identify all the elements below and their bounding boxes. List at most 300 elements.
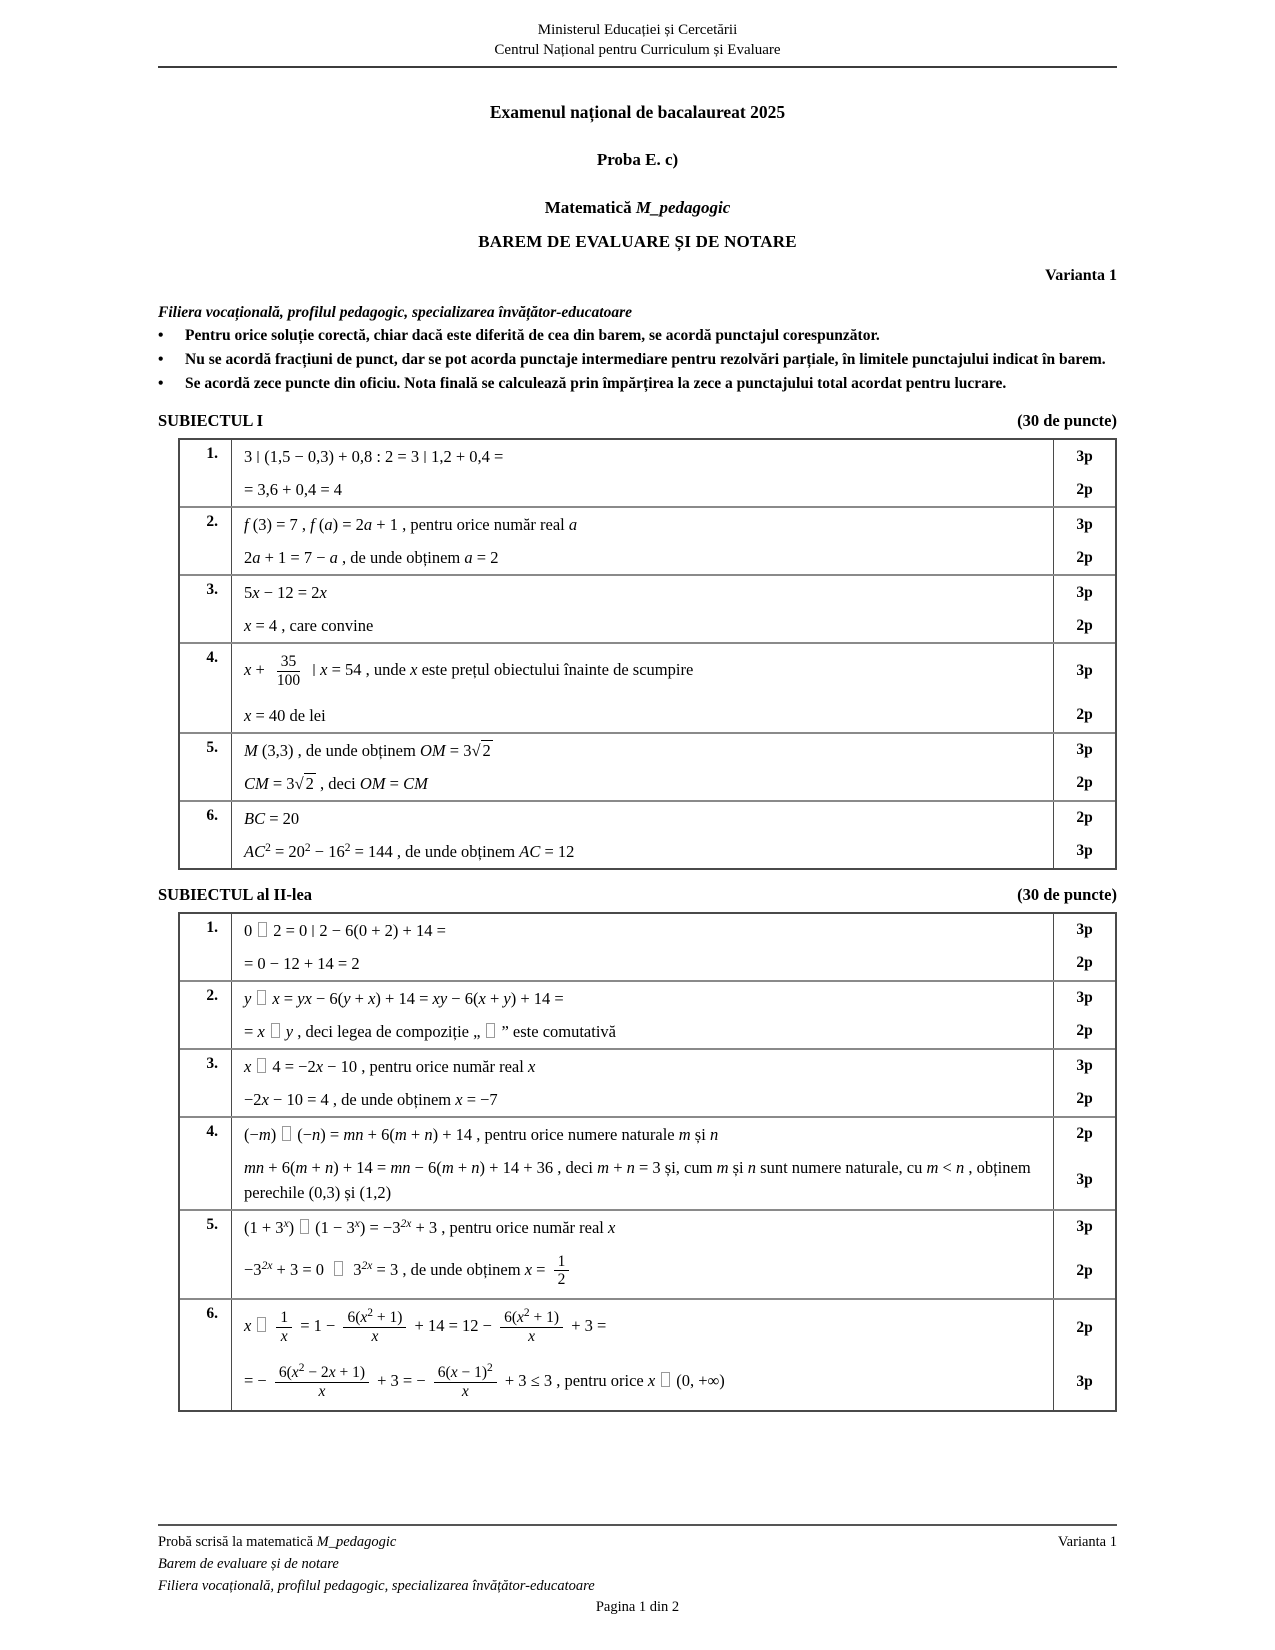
row-number: 4. bbox=[180, 1118, 232, 1209]
solution-line bbox=[232, 1211, 1053, 1244]
denominator bbox=[524, 1328, 539, 1346]
multiplication-tick-icon bbox=[257, 451, 259, 463]
missing-glyph-box-icon bbox=[282, 1126, 291, 1141]
math-text: = 54 , unde bbox=[327, 660, 411, 680]
math-text: + bbox=[406, 1124, 425, 1144]
points-cell: 2p bbox=[1053, 473, 1115, 506]
math-variable: mn bbox=[343, 1124, 364, 1144]
math-variable: x bbox=[257, 1021, 265, 1041]
math-variable: x bbox=[272, 988, 280, 1008]
missing-glyph-box-icon bbox=[486, 1023, 495, 1038]
row-number: 3. bbox=[180, 576, 232, 642]
math-variable: x bbox=[461, 1382, 469, 1400]
math-variable: M bbox=[244, 740, 258, 760]
math-text: (− bbox=[297, 1124, 313, 1144]
math-text: + 1 , pentru orice număr real bbox=[372, 515, 569, 534]
solution-line bbox=[232, 734, 1053, 767]
math-variable: x bbox=[318, 1382, 326, 1400]
solution-line bbox=[232, 1015, 1053, 1048]
math-variable: x bbox=[527, 1056, 536, 1076]
math-text: = bbox=[385, 773, 404, 793]
math-text: − 6( bbox=[410, 1157, 442, 1177]
missing-glyph-box-icon bbox=[257, 1317, 266, 1332]
math-text: , de unde obținem bbox=[337, 548, 465, 567]
math-text: − 12 = 2 bbox=[259, 583, 320, 602]
math-text: 100 bbox=[276, 671, 301, 689]
exam-title: Examenul național de bacalaureat 2025 bbox=[489, 102, 786, 122]
math-superscript: 2 bbox=[523, 1307, 530, 1320]
missing-glyph-box-icon bbox=[661, 1372, 670, 1387]
math-text: ) bbox=[270, 1124, 277, 1144]
missing-glyph-box-icon bbox=[258, 922, 267, 937]
subject2-table bbox=[178, 912, 1117, 1412]
math-text: − 6( bbox=[447, 988, 479, 1008]
math-variable: y bbox=[244, 988, 252, 1008]
row-number: 1. bbox=[180, 440, 232, 506]
math-text: , obținem perechile (0,3) și (1,2) bbox=[244, 1157, 1031, 1202]
multiplication-tick-icon bbox=[313, 664, 315, 676]
multiplication-tick-icon bbox=[312, 925, 314, 937]
denominator bbox=[273, 672, 304, 690]
points-cell: 3p bbox=[1053, 576, 1115, 609]
math-text: = 4 , care convine bbox=[251, 616, 374, 635]
math-variable: f bbox=[244, 515, 249, 534]
math-variable: BC bbox=[244, 808, 266, 828]
math-text: 2 bbox=[557, 1271, 566, 1289]
subject1-heading: SUBIECTUL I bbox=[158, 411, 264, 430]
footer-variant: Varianta 1 bbox=[1057, 1534, 1117, 1550]
solution-line bbox=[232, 576, 1053, 609]
table-row bbox=[180, 1209, 1115, 1299]
math-variable: n bbox=[626, 1157, 635, 1177]
math-text: , deci bbox=[315, 773, 360, 793]
math-text: = −7 bbox=[462, 1089, 498, 1109]
points-cell: 2p bbox=[1053, 609, 1115, 642]
fraction bbox=[275, 1361, 369, 1401]
math-variable: OM bbox=[359, 773, 386, 793]
math-variable: x bbox=[647, 1370, 656, 1390]
math-text: + 1) bbox=[335, 1363, 365, 1381]
row-number: 6. bbox=[180, 802, 232, 868]
math-text: + bbox=[350, 988, 369, 1008]
points-cell: 2p bbox=[1053, 1118, 1115, 1151]
math-text: + 6( bbox=[363, 1124, 395, 1144]
math-variable: CM bbox=[403, 773, 428, 793]
missing-glyph-box-icon bbox=[257, 990, 266, 1005]
math-text: 2 = 0 bbox=[273, 920, 308, 940]
math-superscript: x bbox=[283, 1217, 289, 1230]
radical-icon: √ 2 bbox=[294, 773, 314, 793]
fraction bbox=[343, 1309, 406, 1346]
table-row bbox=[180, 732, 1115, 800]
multiplication-tick-icon bbox=[424, 451, 426, 463]
math-text: −2 bbox=[244, 1089, 262, 1109]
math-text: − 2 bbox=[304, 1363, 329, 1381]
math-variable: n bbox=[709, 1124, 719, 1144]
numerator bbox=[276, 1309, 292, 1328]
missing-glyph-box-icon bbox=[300, 1219, 309, 1234]
math-text: ) = 2 bbox=[332, 515, 364, 534]
row-number: 4. bbox=[180, 644, 232, 732]
math-variable: a bbox=[252, 548, 261, 567]
solution-line bbox=[232, 508, 1053, 541]
math-text: = 144 , de unde obținem bbox=[350, 841, 520, 861]
points-cell: 2p bbox=[1053, 767, 1115, 800]
math-variable: x bbox=[291, 1363, 299, 1381]
solution-line bbox=[232, 1355, 1053, 1410]
math-text: ( bbox=[314, 515, 325, 534]
math-text: = 40 de lei bbox=[251, 705, 326, 725]
math-text: + 1 = 7 − bbox=[260, 548, 330, 567]
variant-label: Varianta 1 bbox=[1045, 267, 1117, 284]
math-superscript: 2 bbox=[487, 1361, 493, 1374]
math-text: ) + 14 , pentru orice numere naturale bbox=[432, 1124, 679, 1144]
math-text: 3 bbox=[244, 447, 253, 466]
math-text: 0 bbox=[244, 920, 253, 940]
math-variable: AC bbox=[244, 841, 266, 861]
points-cell: 3p bbox=[1053, 1211, 1115, 1244]
math-variable: a bbox=[324, 515, 333, 534]
points-cell: 3p bbox=[1053, 914, 1115, 947]
math-text: (1 − 3 bbox=[315, 1217, 355, 1237]
math-variable: x bbox=[319, 583, 327, 602]
row-number: 2. bbox=[180, 982, 232, 1048]
math-text: 2 − 6(0 + 2) + 14 = bbox=[319, 920, 446, 940]
points-cell: 2p bbox=[1053, 1244, 1115, 1299]
math-text: 4 = −2 bbox=[272, 1056, 316, 1076]
math-text: ) = bbox=[320, 1124, 344, 1144]
table-row bbox=[180, 1048, 1115, 1116]
math-variable: a bbox=[464, 548, 473, 567]
math-text: 5 bbox=[244, 583, 253, 602]
barem-title: BAREM DE EVALUARE ȘI DE NOTARE bbox=[478, 232, 797, 251]
math-text: ) + 14 = bbox=[510, 988, 564, 1008]
fraction bbox=[276, 1309, 292, 1346]
math-text: − 6( bbox=[311, 988, 344, 1008]
math-variable: n bbox=[424, 1124, 433, 1144]
points-cell: 2p bbox=[1053, 541, 1115, 574]
points-cell: 2p bbox=[1053, 699, 1115, 732]
math-variable: x bbox=[328, 1363, 336, 1381]
math-variable: x bbox=[244, 1316, 252, 1336]
points-cell: 2p bbox=[1053, 947, 1115, 980]
points-cell: 2p bbox=[1053, 1015, 1115, 1048]
math-text: + 3 , pentru orice număr real bbox=[411, 1217, 608, 1237]
math-text: + bbox=[485, 988, 504, 1008]
solution-line bbox=[232, 802, 1053, 835]
footer-rule bbox=[158, 1524, 1117, 1526]
math-text: = 1 − bbox=[296, 1316, 340, 1336]
math-text: 6( bbox=[278, 1363, 292, 1381]
math-variable: xy bbox=[432, 988, 448, 1008]
math-variable: m bbox=[926, 1157, 939, 1177]
solution-line bbox=[232, 644, 1053, 699]
math-variable: x bbox=[524, 1259, 533, 1279]
footer-exam-name bbox=[158, 1531, 396, 1553]
math-text: 3 bbox=[349, 1259, 362, 1279]
table-row bbox=[180, 574, 1115, 642]
denominator bbox=[458, 1383, 473, 1401]
ministry-line: Ministerul Educației și Cercetării bbox=[537, 22, 738, 38]
math-variable: x bbox=[450, 1363, 458, 1381]
math-variable: x bbox=[608, 1217, 616, 1237]
math-text: (3,3) , de unde obținem bbox=[257, 740, 420, 760]
math-variable: m bbox=[716, 1157, 729, 1177]
row-number: 2. bbox=[180, 508, 232, 574]
subject-title bbox=[158, 198, 1117, 218]
math-text: + 3 = bbox=[567, 1316, 607, 1336]
row-number: 5. bbox=[180, 734, 232, 800]
footer-exam-text: Probă scrisă la matematică bbox=[158, 1534, 317, 1550]
math-text: = 0 − 12 + 14 = 2 bbox=[244, 953, 360, 973]
numerator bbox=[434, 1361, 497, 1383]
solution-line bbox=[232, 1244, 1053, 1299]
radicand: 2 bbox=[305, 773, 314, 793]
math-text: = 20 bbox=[265, 808, 300, 828]
math-text: + 14 = 12 − bbox=[410, 1316, 497, 1336]
bullet-text: Nu se acordă fracțiuni de punct, dar se pot acorda punctaje intermediare pentru rezolvări parțiale, în limitele punctajului indicat în barem. bbox=[185, 351, 1106, 368]
solution-line bbox=[232, 440, 1053, 473]
math-variable: y bbox=[343, 988, 351, 1008]
math-text: + 3 = 0 bbox=[272, 1259, 329, 1279]
math-text: + 3 = − bbox=[372, 1370, 430, 1390]
solution-line bbox=[232, 541, 1053, 574]
math-variable: m bbox=[678, 1124, 691, 1144]
math-text: 1 bbox=[557, 1252, 566, 1270]
math-superscript: 2 bbox=[344, 841, 351, 854]
bullet-text: Se acordă zece puncte din oficiu. Nota finală se calculează prin împărțirea la zece a punctajului total acordat pentru lucrare. bbox=[185, 375, 1007, 392]
math-text: (0, +∞) bbox=[676, 1370, 725, 1390]
numerator bbox=[275, 1361, 369, 1383]
math-text: ) + 14 = bbox=[333, 1157, 391, 1177]
subject-code: M_pedagogic bbox=[635, 198, 731, 217]
math-text: + 3 ≤ 3 , pentru orice bbox=[500, 1370, 648, 1390]
math-text: și bbox=[728, 1157, 748, 1177]
denominator bbox=[554, 1271, 570, 1289]
math-text: − 10 , pentru orice număr real bbox=[323, 1056, 528, 1076]
table-row bbox=[180, 800, 1115, 868]
header-rule bbox=[158, 66, 1117, 68]
math-variable: CM bbox=[244, 773, 269, 793]
points-cell: 2p bbox=[1053, 802, 1115, 835]
bullet-text: Pentru orice soluție corectă, chiar dacă este diferită de cea din barem, se acordă punctajul corespunzător. bbox=[185, 327, 880, 344]
points-cell: 3p bbox=[1053, 1355, 1115, 1410]
subject2-heading: SUBIECTUL al II-lea bbox=[158, 884, 313, 904]
math-text: = 3 și, cum bbox=[634, 1157, 717, 1177]
math-variable: x bbox=[455, 1089, 463, 1109]
solution-line bbox=[232, 1151, 1053, 1209]
missing-glyph-box-icon bbox=[334, 1261, 343, 1276]
math-variable: x bbox=[410, 660, 418, 680]
subject1-points-total: (30 de puncte) bbox=[1017, 411, 1117, 430]
math-variable: n bbox=[471, 1157, 480, 1177]
math-text: (1 + 3 bbox=[244, 1217, 284, 1237]
page-footer bbox=[158, 1524, 1117, 1616]
math-text: − 16 bbox=[310, 841, 345, 861]
math-variable: m bbox=[597, 1157, 610, 1177]
math-text: = 3 bbox=[268, 773, 295, 793]
math-text: 6( bbox=[347, 1309, 361, 1327]
math-variable: x bbox=[371, 1328, 379, 1346]
solution-line bbox=[232, 835, 1053, 868]
points-cell: 3p bbox=[1053, 1050, 1115, 1083]
math-variable: n bbox=[955, 1157, 965, 1177]
math-variable: OM bbox=[419, 740, 446, 760]
math-variable: x bbox=[315, 1056, 324, 1076]
bullet-icon: • bbox=[158, 327, 164, 344]
math-text: + 6( bbox=[264, 1157, 296, 1177]
numerator bbox=[554, 1253, 570, 1272]
math-text: − 1) bbox=[457, 1363, 487, 1381]
math-text: = bbox=[279, 988, 298, 1008]
points-cell: 3p bbox=[1053, 982, 1115, 1015]
points-cell: 3p bbox=[1053, 835, 1115, 868]
math-variable: x bbox=[517, 1309, 524, 1327]
math-text: ) bbox=[288, 1217, 295, 1237]
solution-line bbox=[232, 914, 1053, 947]
subject-name: Matematică bbox=[544, 198, 632, 217]
math-text: 6( bbox=[437, 1363, 451, 1381]
solution-line bbox=[232, 1118, 1053, 1151]
denominator bbox=[277, 1328, 292, 1346]
points-cell: 2p bbox=[1053, 1300, 1115, 1355]
math-variable: m bbox=[394, 1124, 407, 1144]
math-text: 2 bbox=[244, 548, 253, 567]
math-text: + bbox=[609, 1157, 627, 1177]
points-cell: 3p bbox=[1053, 1151, 1115, 1209]
subject1-table bbox=[178, 438, 1117, 870]
math-superscript: x bbox=[354, 1217, 360, 1230]
solution-line bbox=[232, 767, 1053, 800]
solution-line bbox=[232, 699, 1053, 732]
math-text: < bbox=[938, 1157, 956, 1177]
math-text: este prețul obiectului înainte de scumpire bbox=[417, 660, 694, 680]
math-variable: x bbox=[244, 660, 252, 680]
table-row bbox=[180, 1116, 1115, 1209]
math-variable: x bbox=[368, 988, 376, 1008]
solution-line bbox=[232, 609, 1053, 642]
radical-icon: √ 2 bbox=[471, 740, 491, 760]
bullet-icon: • bbox=[158, 351, 164, 368]
footer-filiera-line: Filiera vocațională, profilul pedagogic, specializarea învățător-educatoare bbox=[158, 1578, 595, 1594]
math-variable: x bbox=[360, 1309, 368, 1327]
center-line: Centrul Național pentru Curriculum și Evaluare bbox=[494, 42, 781, 58]
math-text: + bbox=[251, 660, 269, 680]
math-text: ” este comutativă bbox=[501, 1021, 617, 1041]
proba-title: Proba E. c) bbox=[596, 150, 679, 169]
math-text: = 2 bbox=[472, 548, 499, 567]
bullet-item bbox=[158, 324, 1117, 348]
row-number: 3. bbox=[180, 1050, 232, 1116]
math-text: 6( bbox=[504, 1309, 518, 1327]
math-variable: yx bbox=[297, 988, 312, 1008]
table-row bbox=[180, 980, 1115, 1048]
math-text: = 12 bbox=[540, 841, 575, 861]
math-variable: m bbox=[441, 1157, 454, 1177]
math-variable: x bbox=[280, 1328, 288, 1346]
footer-barem-line: Barem de evaluare și de notare bbox=[158, 1556, 339, 1572]
math-text: = 20 bbox=[270, 841, 305, 861]
math-variable: a bbox=[363, 515, 373, 534]
math-variable: m bbox=[258, 1124, 271, 1144]
math-variable: x bbox=[252, 583, 260, 602]
math-text: ) + 14 + 36 , deci bbox=[479, 1157, 598, 1177]
math-variable: y bbox=[503, 988, 511, 1008]
math-text: + 1) bbox=[373, 1309, 403, 1327]
numerator bbox=[500, 1309, 563, 1328]
math-text: = 3 , de unde obținem bbox=[372, 1259, 525, 1279]
bullet-item bbox=[158, 348, 1117, 372]
math-superscript: 2x bbox=[400, 1217, 412, 1230]
fraction bbox=[434, 1361, 497, 1401]
math-variable: x bbox=[320, 660, 328, 680]
solution-line bbox=[232, 473, 1053, 506]
solution-line bbox=[232, 947, 1053, 980]
math-variable: AC bbox=[519, 841, 541, 861]
math-variable: mn bbox=[390, 1157, 411, 1177]
math-text: ) + 14 = bbox=[375, 988, 433, 1008]
math-text: = bbox=[532, 1259, 550, 1279]
math-variable: x bbox=[528, 1328, 536, 1346]
math-text: + bbox=[307, 1157, 325, 1177]
numerator bbox=[343, 1309, 406, 1328]
table-row bbox=[180, 914, 1115, 980]
math-variable: f bbox=[310, 515, 315, 534]
math-text: + bbox=[453, 1157, 472, 1177]
points-cell: 3p bbox=[1053, 734, 1115, 767]
math-variable: mn bbox=[244, 1157, 265, 1177]
filiera-note: Filiera vocațională, profilul pedagogic, specializarea învățător-educatoare bbox=[158, 304, 633, 321]
math-text: 35 bbox=[280, 653, 297, 670]
solution-line bbox=[232, 1300, 1053, 1355]
math-variable: y bbox=[285, 1021, 294, 1041]
table-row bbox=[180, 506, 1115, 574]
points-cell: 3p bbox=[1053, 644, 1115, 699]
missing-glyph-box-icon bbox=[257, 1058, 266, 1073]
denominator bbox=[314, 1383, 329, 1401]
row-number: 1. bbox=[180, 914, 232, 980]
solution-line bbox=[232, 982, 1053, 1015]
fraction bbox=[500, 1309, 563, 1346]
math-text: (3) = 7 , bbox=[248, 515, 311, 534]
math-text: = − bbox=[244, 1370, 271, 1390]
math-variable: a bbox=[329, 548, 338, 567]
math-variable: x bbox=[244, 616, 252, 635]
math-text: , deci legea de compoziție „ bbox=[293, 1021, 481, 1041]
math-variable: m bbox=[295, 1157, 308, 1177]
bullet-icon: • bbox=[158, 375, 164, 392]
fraction bbox=[273, 653, 304, 690]
math-superscript: 2 bbox=[367, 1307, 374, 1320]
subject2-points-total: (30 de puncte) bbox=[1017, 884, 1117, 904]
radicand: 2 bbox=[482, 740, 491, 760]
math-superscript: 2 bbox=[304, 841, 311, 854]
math-text: −3 bbox=[244, 1259, 262, 1279]
missing-glyph-box-icon bbox=[271, 1023, 280, 1038]
table-row bbox=[180, 1298, 1115, 1409]
points-cell: 3p bbox=[1053, 440, 1115, 473]
footer-exam-code: M_pedagogic bbox=[316, 1534, 397, 1550]
points-cell: 2p bbox=[1053, 1083, 1115, 1116]
numerator bbox=[277, 653, 301, 672]
math-text: = 3 bbox=[445, 740, 472, 760]
math-superscript: 2x bbox=[261, 1259, 273, 1272]
math-superscript: 2 bbox=[265, 841, 271, 854]
table-row bbox=[180, 440, 1115, 506]
math-text: = bbox=[244, 1021, 258, 1041]
math-variable: n bbox=[324, 1157, 334, 1177]
math-text: ) = −3 bbox=[359, 1217, 401, 1237]
